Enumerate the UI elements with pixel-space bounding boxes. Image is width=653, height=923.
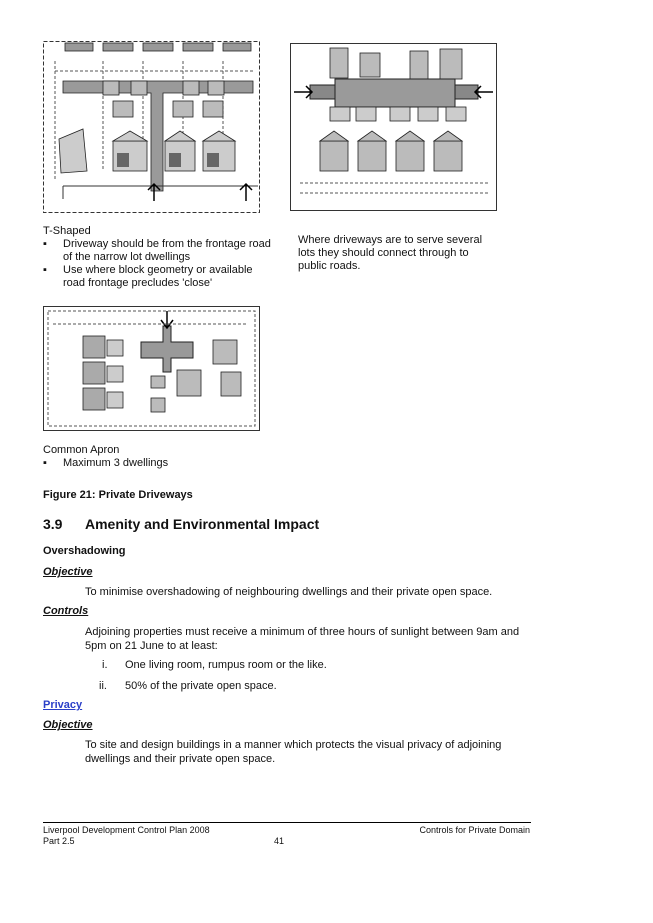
t-shaped-diagram bbox=[43, 41, 260, 213]
t-shaped-caption: T-Shaped bbox=[43, 225, 91, 237]
common-apron-caption: Common Apron bbox=[43, 444, 120, 456]
footer-part: Part 2.5 bbox=[43, 836, 75, 846]
privacy-objective-label: Objective bbox=[43, 719, 93, 731]
figure-through-driveway bbox=[290, 43, 497, 211]
figure-common-apron bbox=[43, 306, 260, 431]
controls-item-text: One living room, rumpus room or the like. bbox=[125, 659, 327, 671]
overshadowing-controls-text: Adjoining properties must receive a minimum of three hours of sunlight between 9am and 5pm on 21 June to at least: bbox=[85, 626, 520, 652]
privacy-link[interactable]: Privacy bbox=[43, 699, 83, 711]
through-driveway-diagram bbox=[290, 43, 497, 211]
footer-section: Controls for Private Domain bbox=[419, 825, 530, 835]
controls-item-number: ii. bbox=[99, 680, 107, 692]
common-apron-diagram bbox=[43, 306, 260, 431]
footer-doc-title: Liverpool Development Control Plan 2008 bbox=[43, 825, 210, 835]
bullet-icon: ▪ bbox=[43, 264, 47, 276]
overshadowing-objective-text: To minimise overshadowing of neighbouring dwellings and their private open space. bbox=[85, 586, 493, 598]
footer-rule bbox=[43, 822, 531, 823]
figure-t-shaped bbox=[43, 41, 260, 213]
through-driveway-caption: Where driveways are to serve several lots they should connect through to public roads. bbox=[298, 234, 483, 272]
controls-item-number: i. bbox=[102, 659, 108, 671]
section-title: Amenity and Environmental Impact bbox=[85, 516, 320, 532]
figure-title: Figure 21: Private Driveways bbox=[43, 489, 193, 501]
overshadowing-heading: Overshadowing bbox=[43, 545, 126, 557]
page-number: 41 bbox=[274, 836, 285, 846]
overshadowing-controls-label: Controls bbox=[43, 605, 89, 617]
overshadowing-objective-label: Objective bbox=[43, 566, 93, 578]
bullet-icon: ▪ bbox=[43, 238, 47, 250]
bullet-icon: ▪ bbox=[43, 457, 47, 469]
privacy-objective-text: To site and design buildings in a manner which protects the visual privacy of adjoining dwellings and their private open space. bbox=[85, 739, 502, 765]
controls-item-text: 50% of the private open space. bbox=[125, 680, 277, 692]
section-number: 3.9 bbox=[43, 516, 63, 532]
